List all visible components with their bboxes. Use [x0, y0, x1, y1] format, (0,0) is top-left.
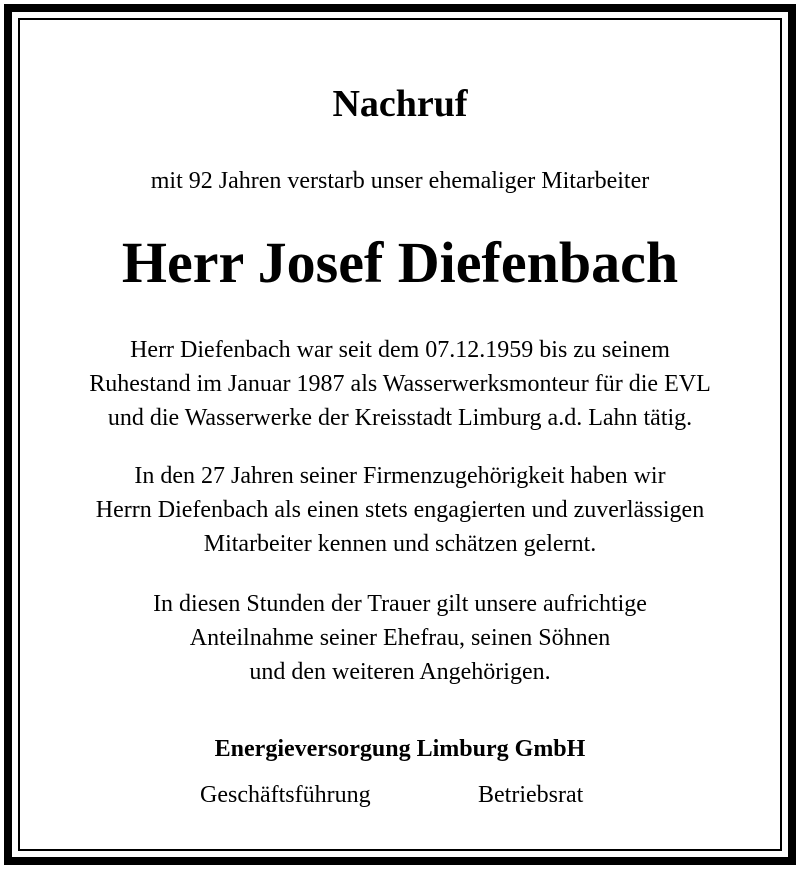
paragraph-employment	[20, 333, 780, 435]
notice-heading: Nachruf	[332, 83, 468, 125]
paragraph-tribute	[20, 459, 780, 561]
text-line: Herr Diefenbach war seit dem 07.12.1959 bis zu seinem	[130, 337, 670, 363]
signatory-management: Geschäftsführung	[200, 782, 371, 808]
text-line: Herrn Diefenbach als einen stets engagierten und zuverlässigen	[95, 497, 705, 523]
company-name: Energieversorgung Limburg GmbH	[214, 736, 586, 762]
text-line: Anteilnahme seiner Ehefrau, seinen Söhnen	[189, 625, 611, 651]
text-line: In den 27 Jahren seiner Firmenzugehörigkeit haben wir	[134, 463, 666, 489]
text-line: Ruhestand im Januar 1987 als Wasserwerksmonteur für die EVL	[89, 371, 711, 397]
paragraph-condolence	[20, 587, 780, 689]
intro-line: mit 92 Jahren verstarb unser ehemaliger Mitarbeiter	[150, 168, 650, 194]
text-line: Mitarbeiter kennen und schätzen gelernt.	[203, 531, 597, 557]
text-line: und den weiteren Angehörigen.	[249, 659, 551, 685]
text-line: In diesen Stunden der Trauer gilt unsere aufrichtige	[153, 591, 647, 617]
text-line: und die Wasserwerke der Kreisstadt Limburg a.d. Lahn tätig.	[107, 405, 693, 431]
deceased-name: Herr Josef Diefenbach	[121, 230, 679, 295]
signatory-works-council: Betriebsrat	[478, 782, 584, 808]
